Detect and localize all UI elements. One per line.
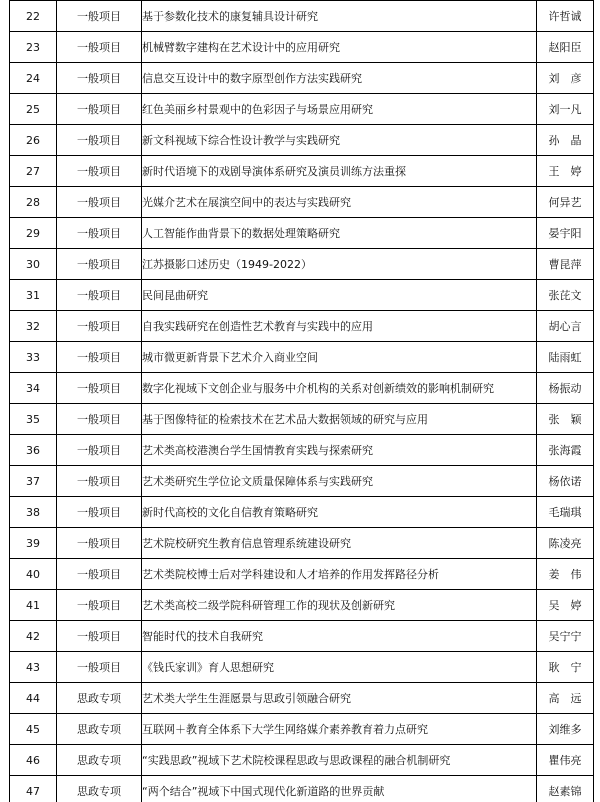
- row-number: 40: [10, 559, 57, 590]
- row-title: 江苏摄影口述历史（1949-2022）: [142, 249, 537, 280]
- row-category: 一般项目: [57, 1, 142, 32]
- table-row: [10, 590, 594, 621]
- row-leader: 毛瑞琪: [537, 497, 594, 528]
- row-category: 一般项目: [57, 218, 142, 249]
- row-title: 信息交互设计中的数字原型创作方法实践研究: [142, 63, 537, 94]
- row-category: 一般项目: [57, 590, 142, 621]
- row-category: 一般项目: [57, 497, 142, 528]
- row-category: 一般项目: [57, 559, 142, 590]
- row-number: 34: [10, 373, 57, 404]
- table-row: [10, 32, 594, 63]
- table-row: [10, 776, 594, 802]
- row-title: 艺术类院校博士后对学科建设和人才培养的作用发挥路径分析: [142, 559, 537, 590]
- row-title: 艺术类高校二级学院科研管理工作的现状及创新研究: [142, 590, 537, 621]
- row-leader: 杨依诺: [537, 466, 594, 497]
- table-row: [10, 559, 594, 590]
- table-row: [10, 404, 594, 435]
- table-row: [10, 311, 594, 342]
- table-row: [10, 125, 594, 156]
- row-number: 37: [10, 466, 57, 497]
- row-title: 城市微更新背景下艺术介入商业空间: [142, 342, 537, 373]
- row-leader: 曹昆萍: [537, 249, 594, 280]
- row-number: 35: [10, 404, 57, 435]
- row-category: 一般项目: [57, 404, 142, 435]
- row-title: 自我实践研究在创造性艺术教育与实践中的应用: [142, 311, 537, 342]
- row-category: 一般项目: [57, 187, 142, 218]
- row-leader: 胡心言: [537, 311, 594, 342]
- table-row: [10, 714, 594, 745]
- row-category: 一般项目: [57, 63, 142, 94]
- row-number: 22: [10, 1, 57, 32]
- row-title: 互联网＋教育全体系下大学生网络媒介素养教育着力点研究: [142, 714, 537, 745]
- table-row: [10, 528, 594, 559]
- row-category: 思政专项: [57, 776, 142, 802]
- row-leader: 刘维多: [537, 714, 594, 745]
- row-category: 一般项目: [57, 156, 142, 187]
- table-row: [10, 373, 594, 404]
- row-title: “实践思政”视域下艺术院校课程思政与思政课程的融合机制研究: [142, 745, 537, 776]
- row-category: 一般项目: [57, 621, 142, 652]
- row-category: 思政专项: [57, 683, 142, 714]
- table-body: [10, 1, 594, 802]
- row-number: 25: [10, 94, 57, 125]
- row-title: “两个结合”视域下中国式现代化新道路的世界贡献: [142, 776, 537, 802]
- table-row: [10, 1, 594, 32]
- row-leader: 高 远: [537, 683, 594, 714]
- row-leader: 张 颖: [537, 404, 594, 435]
- row-title: 基于参数化技术的康复辅具设计研究: [142, 1, 537, 32]
- row-leader: 何异艺: [537, 187, 594, 218]
- row-number: 26: [10, 125, 57, 156]
- row-leader: 陈凌亮: [537, 528, 594, 559]
- row-number: 41: [10, 590, 57, 621]
- row-leader: 王 婷: [537, 156, 594, 187]
- table-row: [10, 745, 594, 776]
- table-row: [10, 435, 594, 466]
- table-row: [10, 187, 594, 218]
- row-leader: 赵阳臣: [537, 32, 594, 63]
- table-row: [10, 652, 594, 683]
- row-leader: 孙 晶: [537, 125, 594, 156]
- row-title: 数字化视域下文创企业与服务中介机构的关系对创新绩效的影响机制研究: [142, 373, 537, 404]
- table-row: [10, 466, 594, 497]
- row-leader: 赵素锦: [537, 776, 594, 802]
- row-title: 新时代语境下的戏剧导演体系研究及演员训练方法重探: [142, 156, 537, 187]
- row-category: 思政专项: [57, 714, 142, 745]
- row-number: 27: [10, 156, 57, 187]
- row-number: 29: [10, 218, 57, 249]
- row-title: 艺术类大学生生涯愿景与思政引领融合研究: [142, 683, 537, 714]
- row-category: 思政专项: [57, 745, 142, 776]
- row-category: 一般项目: [57, 249, 142, 280]
- row-number: 43: [10, 652, 57, 683]
- table-row: [10, 156, 594, 187]
- row-leader: 张芘文: [537, 280, 594, 311]
- row-category: 一般项目: [57, 528, 142, 559]
- row-category: 一般项目: [57, 32, 142, 63]
- row-number: 46: [10, 745, 57, 776]
- row-title: 光媒介艺术在展演空间中的表达与实践研究: [142, 187, 537, 218]
- row-title: 红色美丽乡村景观中的色彩因子与场景应用研究: [142, 94, 537, 125]
- row-title: 艺术类高校港澳台学生国情教育实践与探索研究: [142, 435, 537, 466]
- row-category: 一般项目: [57, 311, 142, 342]
- row-leader: 许哲诚: [537, 1, 594, 32]
- table-row: [10, 342, 594, 373]
- row-leader: 杨振动: [537, 373, 594, 404]
- row-category: 一般项目: [57, 94, 142, 125]
- row-number: 39: [10, 528, 57, 559]
- table-row: [10, 63, 594, 94]
- row-number: 47: [10, 776, 57, 802]
- row-leader: 刘一凡: [537, 94, 594, 125]
- row-title: 新文科视域下综合性设计教学与实践研究: [142, 125, 537, 156]
- row-category: 一般项目: [57, 280, 142, 311]
- project-list-table: [9, 0, 594, 802]
- row-category: 一般项目: [57, 466, 142, 497]
- row-number: 44: [10, 683, 57, 714]
- row-number: 45: [10, 714, 57, 745]
- row-leader: 吴宁宁: [537, 621, 594, 652]
- table-row: [10, 94, 594, 125]
- row-leader: 刘 彦: [537, 63, 594, 94]
- row-title: 智能时代的技术自我研究: [142, 621, 537, 652]
- row-number: 33: [10, 342, 57, 373]
- row-number: 42: [10, 621, 57, 652]
- table-row: [10, 497, 594, 528]
- table-row: [10, 683, 594, 714]
- row-category: 一般项目: [57, 342, 142, 373]
- row-leader: 吴 婷: [537, 590, 594, 621]
- row-leader: 瞿伟亮: [537, 745, 594, 776]
- row-category: 一般项目: [57, 125, 142, 156]
- row-title: 艺术院校研究生教育信息管理系统建设研究: [142, 528, 537, 559]
- row-number: 32: [10, 311, 57, 342]
- row-leader: 张海霞: [537, 435, 594, 466]
- row-title: 民间昆曲研究: [142, 280, 537, 311]
- table-row: [10, 218, 594, 249]
- row-category: 一般项目: [57, 652, 142, 683]
- table-row: [10, 249, 594, 280]
- row-category: 一般项目: [57, 373, 142, 404]
- row-title: 人工智能作曲背景下的数据处理策略研究: [142, 218, 537, 249]
- row-number: 31: [10, 280, 57, 311]
- row-number: 30: [10, 249, 57, 280]
- row-leader: 陆雨虹: [537, 342, 594, 373]
- row-number: 28: [10, 187, 57, 218]
- table-row: [10, 621, 594, 652]
- row-leader: 耿 宁: [537, 652, 594, 683]
- table-row: [10, 280, 594, 311]
- row-leader: 晏宇阳: [537, 218, 594, 249]
- row-number: 23: [10, 32, 57, 63]
- row-number: 38: [10, 497, 57, 528]
- row-title: 新时代高校的文化自信教育策略研究: [142, 497, 537, 528]
- row-category: 一般项目: [57, 435, 142, 466]
- row-number: 24: [10, 63, 57, 94]
- row-title: 机械臂数字建构在艺术设计中的应用研究: [142, 32, 537, 63]
- row-leader: 姜 伟: [537, 559, 594, 590]
- row-number: 36: [10, 435, 57, 466]
- row-title: 基于图像特征的检索技术在艺术品大数据领域的研究与应用: [142, 404, 537, 435]
- row-title: 艺术类研究生学位论文质量保障体系与实践研究: [142, 466, 537, 497]
- row-title: 《钱氏家训》育人思想研究: [142, 652, 537, 683]
